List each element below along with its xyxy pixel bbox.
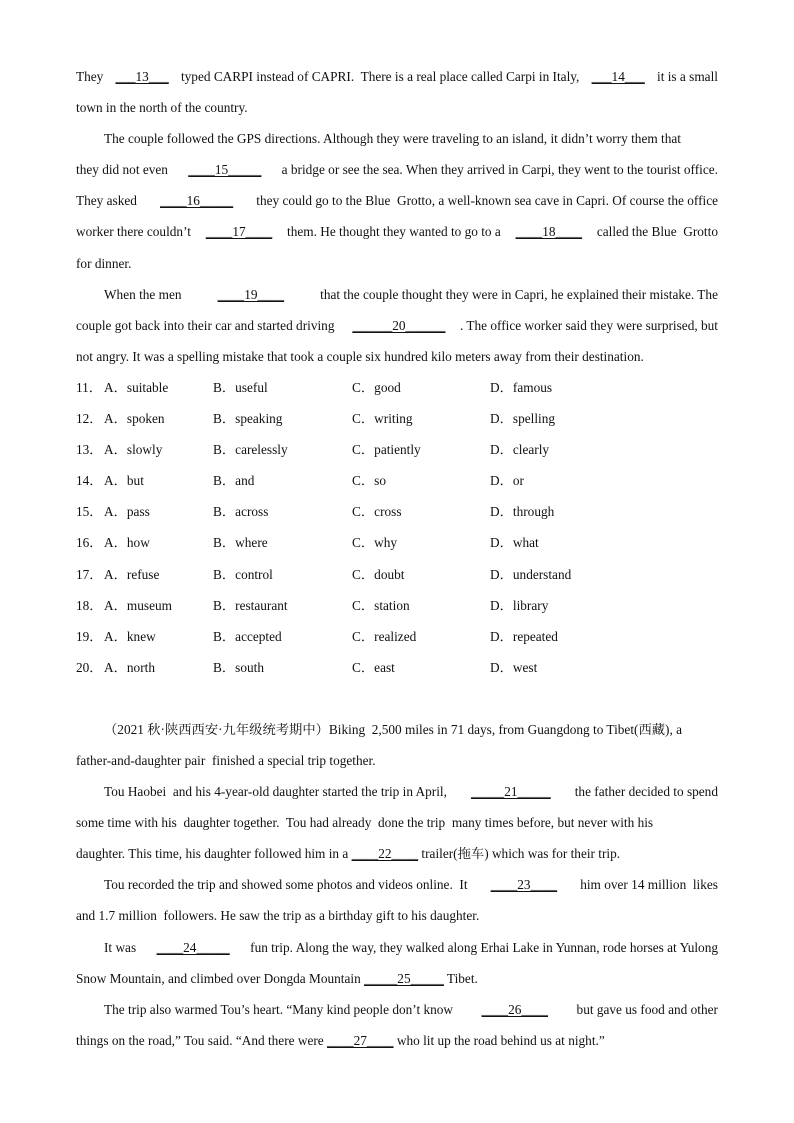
- text-segment: Tou Haobei and his 4-year-old daughter started the trip in April,: [104, 784, 451, 800]
- option-b: B．speaking: [213, 411, 283, 427]
- text-segment: they did not even: [76, 162, 172, 178]
- option-d: D．clearly: [490, 442, 550, 458]
- question-row: [76, 590, 718, 621]
- text-line: [76, 900, 718, 931]
- text-segment: When the men: [104, 286, 185, 302]
- text-segment: them. He thought they wanted to go to a: [283, 224, 505, 240]
- text-segment: who lit up the road behind us at night.”: [393, 1032, 605, 1048]
- option-c: C．station: [352, 597, 410, 613]
- text-segment: Tou recorded the trip and showed some photos and videos online. It: [104, 877, 471, 893]
- text-segment: Snow Mountain, and climbed over Dongda Mountain: [76, 970, 365, 986]
- question-row: [76, 559, 718, 590]
- text-segment: the father decided to spend: [571, 784, 718, 800]
- option-a: A．but: [104, 473, 144, 489]
- text-line: [76, 1025, 718, 1056]
- question-number: 13．: [76, 442, 103, 458]
- text-segment: It was: [104, 939, 140, 955]
- option-list: [76, 372, 718, 683]
- text-line: [76, 932, 718, 963]
- question-row: [76, 652, 718, 683]
- option-a: A．refuse: [104, 566, 160, 582]
- text-line: [76, 869, 718, 900]
- option-a: A．slowly: [104, 442, 163, 458]
- text-line: [76, 807, 718, 838]
- answer-blank: _____21_____: [470, 784, 551, 800]
- text-line: [76, 838, 718, 869]
- option-b: B．useful: [213, 379, 268, 395]
- question-row: [76, 403, 718, 434]
- question-number: 15．: [76, 504, 103, 520]
- option-d: D．library: [490, 597, 549, 613]
- text-line: [76, 310, 718, 341]
- option-c: C．patiently: [352, 442, 421, 458]
- text-line: [76, 714, 718, 745]
- answer-blank: ____19____: [217, 286, 285, 302]
- text-line: [76, 61, 718, 92]
- answer-blank: ___14___: [591, 69, 645, 84]
- answer-blank: ____16_____: [160, 193, 234, 209]
- question-number: 17．: [76, 566, 103, 582]
- question-row: [76, 496, 718, 527]
- option-a: A．how: [104, 535, 150, 551]
- text-segment: They asked: [76, 193, 141, 209]
- text-line: [76, 963, 718, 994]
- text-line: [76, 92, 718, 123]
- option-b: B．across: [213, 504, 269, 520]
- option-d: D．what: [490, 535, 539, 551]
- text-line: [76, 123, 718, 154]
- text-segment: town in the north of the country.: [76, 100, 248, 116]
- option-a: A．suitable: [104, 379, 169, 395]
- answer-blank: ____17____: [205, 224, 273, 240]
- option-c: C．doubt: [352, 566, 405, 582]
- text-segment: for dinner.: [76, 255, 132, 271]
- text-segment: a bridge or see the sea. When they arrived in Carpi, they went to the tourist office.: [278, 162, 718, 178]
- answer-blank: _____25_____: [364, 970, 444, 986]
- answer-blank: ____18____: [515, 224, 583, 240]
- text-segment: The couple followed the GPS directions. Although they were traveling to an island, it didn’t worry them that: [104, 131, 681, 147]
- text-line: [76, 341, 718, 372]
- text-segment: it is a small: [653, 69, 718, 84]
- exam-page: [76, 61, 718, 1056]
- text-segment: called the Blue Grotto: [593, 224, 718, 240]
- option-c: C．writing: [352, 411, 413, 427]
- text-segment: The trip also warmed Tou’s heart. “Many kind people don’t know: [104, 1001, 457, 1017]
- question-number: 19．: [76, 628, 103, 644]
- text-segment: him over 14 million likes: [576, 877, 718, 893]
- text-segment: typed CARPI instead of CAPRI. There is a real place called Carpi in Italy,: [177, 69, 583, 84]
- option-d: D．understand: [490, 566, 572, 582]
- option-a: A．museum: [104, 597, 172, 613]
- option-d: D．through: [490, 504, 555, 520]
- answer-blank: ____23____: [490, 877, 558, 893]
- question-row: [76, 527, 718, 558]
- option-c: C．cross: [352, 504, 402, 520]
- option-c: C．realized: [352, 628, 417, 644]
- option-d: D．spelling: [490, 411, 556, 427]
- question-number: 14．: [76, 473, 103, 489]
- option-b: B．and: [213, 473, 255, 489]
- answer-blank: ____26____: [481, 1001, 549, 1017]
- text-segment: （2021 秋·陕西西安·九年级统考期中）Biking 2,500 miles in 71 days, from Guangdong to Tibet(西藏), a: [104, 721, 683, 737]
- question-number: 20．: [76, 659, 103, 675]
- option-a: A．spoken: [104, 411, 165, 427]
- text-line: [76, 745, 718, 776]
- text-segment: that the couple thought they were in Capri, he explained their mistake. The: [316, 286, 718, 302]
- text-segment: but gave us food and other: [573, 1001, 718, 1017]
- answer-blank: ____27____: [327, 1032, 394, 1048]
- option-d: D．famous: [490, 379, 553, 395]
- text-segment: trailer(拖车) which was for their trip.: [418, 846, 621, 862]
- text-segment: . The office worker said they were surprised, but: [460, 317, 718, 333]
- option-d: D．west: [490, 659, 538, 675]
- text-segment: daughter. This time, his daughter followed him in a: [76, 846, 352, 862]
- section-gap: [76, 683, 718, 714]
- option-a: A．pass: [104, 504, 150, 520]
- text-line: [76, 279, 718, 310]
- text-line: [76, 776, 718, 807]
- question-row: [76, 434, 718, 465]
- option-b: B．accepted: [213, 628, 282, 644]
- option-b: B．carelessly: [213, 442, 288, 458]
- option-b: B．south: [213, 659, 264, 675]
- option-d: D．repeated: [490, 628, 558, 644]
- text-segment: fun trip. Along the way, they walked along Erhai Lake in Yunnan, rode horses at Yulong: [246, 939, 718, 955]
- answer-blank: ____24_____: [156, 939, 230, 955]
- text-segment: they could go to the Blue Grotto, a well-known sea cave in Capri. Of course the office: [252, 193, 718, 209]
- option-a: A．knew: [104, 628, 156, 644]
- option-c: C．why: [352, 535, 398, 551]
- question-number: 11．: [76, 379, 103, 395]
- passage-cloze-1: [76, 61, 718, 372]
- answer-blank: ____15_____: [188, 162, 262, 178]
- passage-cloze-2: [76, 714, 718, 1056]
- text-segment: worker there couldn’t: [76, 224, 195, 240]
- answer-blank: ___13___: [115, 69, 169, 84]
- text-segment: not angry. It was a spelling mistake that took a couple six hundred kilo meters away from their destination.: [76, 348, 644, 364]
- question-number: 12．: [76, 411, 103, 427]
- option-b: B．control: [213, 566, 273, 582]
- option-b: B．where: [213, 535, 268, 551]
- text-segment: father-and-daughter pair finished a special trip together.: [76, 752, 376, 768]
- text-line: [76, 994, 718, 1025]
- question-number: 18．: [76, 597, 103, 613]
- text-segment: couple got back into their car and started driving: [76, 317, 338, 333]
- question-row: [76, 372, 718, 403]
- option-a: A．north: [104, 659, 155, 675]
- text-line: [76, 248, 718, 279]
- answer-blank: ____22____: [351, 846, 419, 862]
- option-c: C．east: [352, 659, 395, 675]
- option-c: C．good: [352, 379, 401, 395]
- option-b: B．restaurant: [213, 597, 288, 613]
- text-segment: and 1.7 million followers. He saw the trip as a birthday gift to his daughter.: [76, 908, 480, 924]
- text-line: [76, 154, 718, 185]
- question-number: 16．: [76, 535, 103, 551]
- text-line: [76, 216, 718, 247]
- text-segment: some time with his daughter together. Tou had already done the trip many times before, but never with his: [76, 815, 654, 831]
- option-c: C．so: [352, 473, 386, 489]
- text-segment: They: [76, 69, 107, 84]
- question-row: [76, 465, 718, 496]
- text-line: [76, 185, 718, 216]
- answer-blank: ______20______: [352, 317, 446, 333]
- text-segment: Tibet.: [443, 970, 478, 986]
- question-row: [76, 621, 718, 652]
- option-d: D．or: [490, 473, 524, 489]
- text-segment: things on the road,” Tou said. “And there were: [76, 1032, 328, 1048]
